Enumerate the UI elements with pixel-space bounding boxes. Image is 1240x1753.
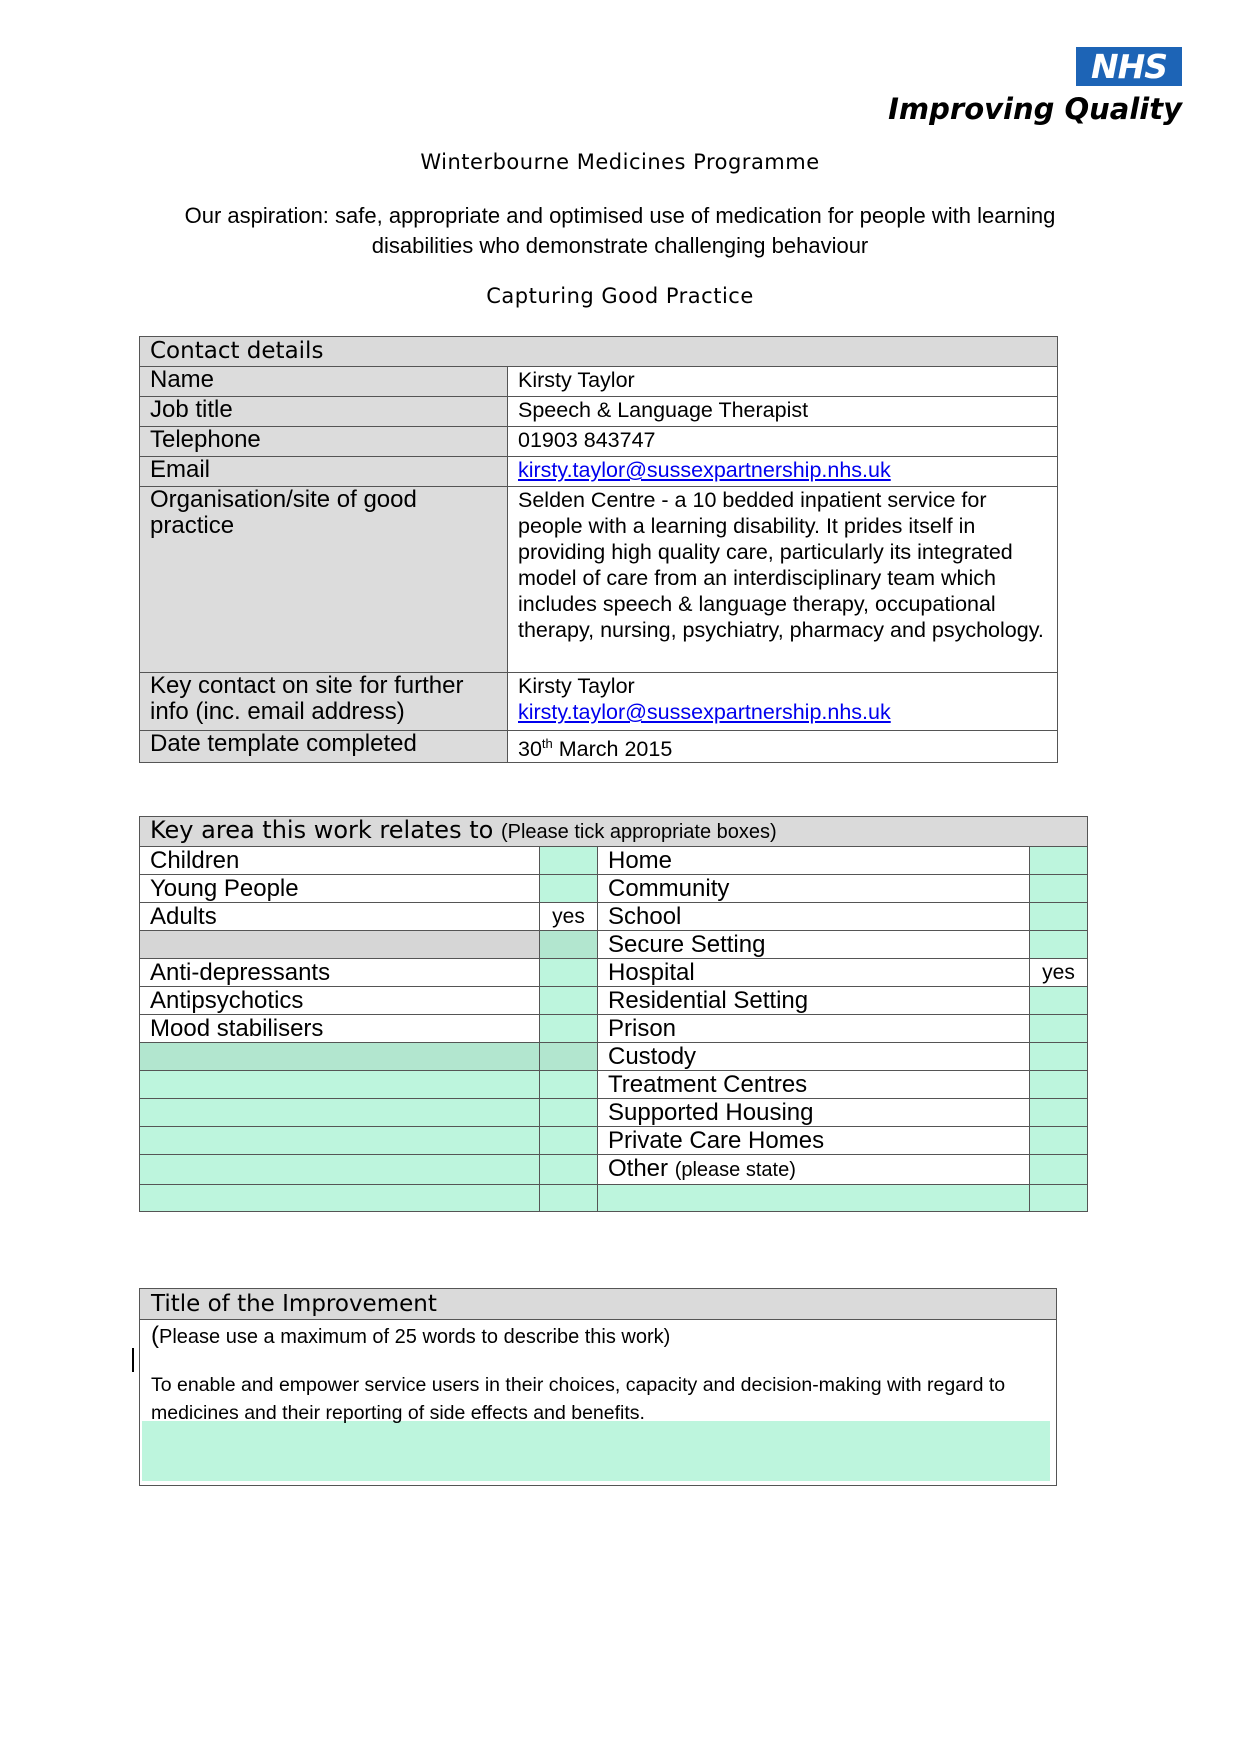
right-area-label: Community	[598, 875, 1030, 903]
nhs-logo-text: NHS	[1090, 47, 1167, 86]
left-tick-box[interactable]	[540, 1185, 598, 1212]
email-label: Email	[140, 457, 508, 487]
left-area-label	[140, 931, 540, 959]
left-tick-box[interactable]	[540, 959, 598, 987]
telephone-label: Telephone	[140, 427, 508, 457]
contact-heading: Contact details	[140, 337, 1058, 367]
left-blank-cell[interactable]	[140, 1127, 540, 1155]
key-contact-name: Kirsty Taylor	[518, 674, 635, 698]
left-tick-box[interactable]	[540, 1015, 598, 1043]
name-value: Kirsty Taylor	[508, 367, 1058, 397]
right-tick-box[interactable]: yes	[1030, 959, 1088, 987]
right-area-label: Home	[598, 847, 1030, 875]
telephone-value: 01903 843747	[508, 427, 1058, 457]
key-contact-label: Key contact on site for further info (inc. email address)	[140, 673, 508, 731]
left-area-label: Antipsychotics	[140, 987, 540, 1015]
email-link[interactable]: kirsty.taylor@sussexpartnership.nhs.uk	[518, 458, 891, 482]
right-tick-box[interactable]	[1030, 931, 1088, 959]
right-area-label: School	[598, 903, 1030, 931]
left-tick-box[interactable]	[540, 1099, 598, 1127]
left-tick-box[interactable]	[540, 875, 598, 903]
left-tick-box[interactable]	[540, 847, 598, 875]
logo-tagline: Improving Quality	[888, 92, 1182, 126]
aspiration-text: Our aspiration: safe, appropriate and optimised use of medication for people with learning disabilities who demonstrate challenging behaviour	[184, 203, 1056, 258]
right-tick-box[interactable]	[1030, 1015, 1088, 1043]
organisation-label: Organisation/site of good practice	[140, 487, 508, 673]
other-please-state-input[interactable]	[598, 1185, 1030, 1212]
left-area-label: Children	[140, 847, 540, 875]
left-blank-cell[interactable]	[140, 1155, 540, 1185]
left-tick-box[interactable]	[540, 987, 598, 1015]
left-tick-box[interactable]: yes	[540, 903, 598, 931]
right-area-label: Private Care Homes	[598, 1127, 1030, 1155]
improvement-input-field[interactable]	[142, 1421, 1050, 1481]
left-area-label: Adults	[140, 903, 540, 931]
right-tick-box[interactable]	[1030, 1043, 1088, 1071]
left-tick-box[interactable]	[540, 1071, 598, 1099]
right-area-label: Residential Setting	[598, 987, 1030, 1015]
left-tick-box[interactable]	[540, 931, 598, 959]
left-area-label: Anti-depressants	[140, 959, 540, 987]
right-tick-box[interactable]	[1030, 987, 1088, 1015]
improvement-heading: Title of the Improvement	[151, 1291, 437, 1317]
left-blank-cell[interactable]	[140, 1099, 540, 1127]
left-blank-cell[interactable]	[140, 1043, 540, 1071]
name-label: Name	[140, 367, 508, 397]
right-area-label: Treatment Centres	[598, 1071, 1030, 1099]
key-area-table	[139, 816, 1088, 1212]
right-tick-box[interactable]	[1030, 903, 1088, 931]
left-blank-cell[interactable]	[140, 1185, 540, 1212]
date-label: Date template completed	[140, 731, 508, 763]
right-tick-box[interactable]	[1030, 1071, 1088, 1099]
left-tick-box[interactable]	[540, 1127, 598, 1155]
contact-details-table	[139, 336, 1058, 763]
date-value: 30th March 2015	[508, 731, 1058, 763]
right-tick-box[interactable]	[1030, 1155, 1088, 1185]
improvement-body-text[interactable]: To enable and empower service users in their choices, capacity and decision-making with regard to medicines and their reporting of side effects and benefits.	[151, 1374, 1006, 1424]
right-tick-box[interactable]	[1030, 1185, 1088, 1212]
left-tick-box[interactable]	[540, 1155, 598, 1185]
programme-title: Winterbourne Medicines Programme	[420, 150, 820, 174]
other-area-label: Other (please state)	[598, 1155, 1030, 1185]
right-area-label: Secure Setting	[598, 931, 1030, 959]
left-area-label: Mood stabilisers	[140, 1015, 540, 1043]
right-area-label: Supported Housing	[598, 1099, 1030, 1127]
key-contact-email-link[interactable]: kirsty.taylor@sussexpartnership.nhs.uk	[518, 700, 891, 724]
improvement-note: (Please use a maximum of 25 words to describe this work)	[151, 1322, 671, 1349]
right-tick-box[interactable]	[1030, 1127, 1088, 1155]
left-tick-box[interactable]	[540, 1043, 598, 1071]
job-title-value: Speech & Language Therapist	[508, 397, 1058, 427]
right-tick-box[interactable]	[1030, 1099, 1088, 1127]
improvement-heading-bar	[140, 1289, 1056, 1320]
text-cursor	[132, 1348, 134, 1372]
improvement-title-box	[139, 1288, 1057, 1486]
right-tick-box[interactable]	[1030, 875, 1088, 903]
job-title-label: Job title	[140, 397, 508, 427]
nhs-logo	[1076, 47, 1182, 86]
left-blank-cell[interactable]	[140, 1071, 540, 1099]
organisation-value: Selden Centre - a 10 bedded inpatient service for people with a learning disability. It prides itself in providing high quality care, particularly its integrated model of care from an interdisciplinary team which includes speech & language therapy, occupational therapy, nursing, psychiatry, pharmacy and psychology.	[508, 487, 1058, 673]
page-subtitle: Capturing Good Practice	[486, 284, 754, 308]
key-area-heading: Key area this work relates to (Please tick appropriate boxes)	[140, 817, 1088, 847]
right-tick-box[interactable]	[1030, 847, 1088, 875]
right-area-label: Hospital	[598, 959, 1030, 987]
left-area-label: Young People	[140, 875, 540, 903]
right-area-label: Custody	[598, 1043, 1030, 1071]
right-area-label: Prison	[598, 1015, 1030, 1043]
